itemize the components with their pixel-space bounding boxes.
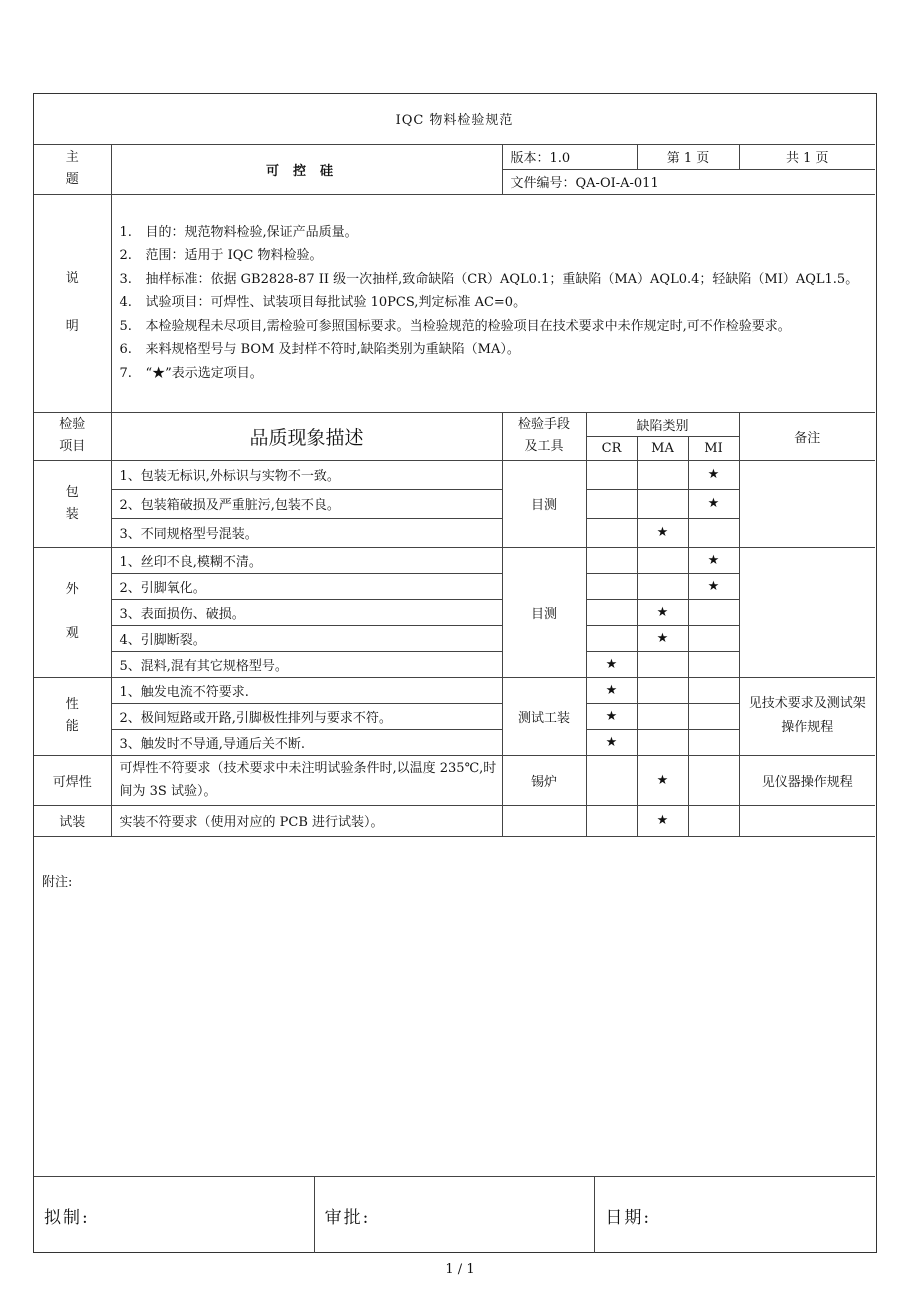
col-mi-header: MI xyxy=(688,436,739,460)
cr-cell xyxy=(586,625,637,651)
note-item: 5. 本检验规程未尽项目,需检验可参照国标要求。当检验规范的检验项目在技术要求中未作规定时,可不作检验要求。 xyxy=(119,318,791,334)
page-footer: 1 / 1 xyxy=(445,1262,475,1277)
notes-label-top: 说 xyxy=(65,271,79,286)
table-row-desc: 2、极间短路或开路,引脚极性排列与要求不符。 xyxy=(111,703,502,729)
note-item: 3. 抽样标准：依据 GB2828-87 II 级一次抽样,致命缺陷（CR）AQL0.1；重缺陷（MA）AQL0.4；轻缺陷（MI）AQL1.5。 xyxy=(119,271,859,287)
ma-cell xyxy=(637,651,688,677)
table-row-desc: 实装不符要求（使用对应的 PCB 进行试装）。 xyxy=(111,805,502,836)
col-defect-header: 缺陷类别 xyxy=(586,412,739,436)
table-row-desc: 2、引脚氧化。 xyxy=(111,573,502,599)
mi-cell xyxy=(688,518,739,547)
ma-cell: ★ xyxy=(637,755,688,805)
subject-name: 可控硅 xyxy=(111,144,502,194)
note-item: 1. 目的：规范物料检验,保证产品质量。 xyxy=(119,224,358,240)
col-cr-header: CR xyxy=(586,436,637,460)
mi-cell xyxy=(688,677,739,703)
group-appearance-label xyxy=(34,547,111,677)
col-tool-header: 检验手段 及工具 xyxy=(502,412,586,460)
file-number: 文件编号：QA-OI-A-011 xyxy=(502,169,875,194)
cr-cell xyxy=(586,805,637,836)
signature-row xyxy=(34,1176,875,1253)
attachment-label: 附注: xyxy=(42,875,73,890)
notes-label xyxy=(34,194,111,412)
group-performance-label: 性 能 xyxy=(34,677,111,755)
cr-cell: ★ xyxy=(586,729,637,755)
group-trial-label: 试装 xyxy=(34,805,111,836)
cr-cell xyxy=(586,489,637,518)
table-row-desc: 1、包装无标识,外标识与实物不一致。 xyxy=(111,460,502,489)
cr-cell xyxy=(586,518,637,547)
mi-cell xyxy=(688,703,739,729)
appearance-label-top: 外 xyxy=(65,582,79,597)
attachment-notes xyxy=(34,839,875,1176)
notes-label-bottom: 明 xyxy=(65,319,79,334)
ma-cell xyxy=(637,677,688,703)
notes-section xyxy=(111,194,875,412)
table-row-desc: 5、混料,混有其它规格型号。 xyxy=(111,651,502,677)
ma-cell xyxy=(637,573,688,599)
table-row-desc: 4、引脚断裂。 xyxy=(111,625,502,651)
col-remark-header: 备注 xyxy=(739,412,875,460)
cr-cell xyxy=(586,599,637,625)
ma-cell: ★ xyxy=(637,518,688,547)
appearance-label-bottom: 观 xyxy=(65,626,79,641)
group-solderability-tool: 锡炉 xyxy=(502,755,586,805)
ma-cell xyxy=(637,703,688,729)
ma-cell xyxy=(637,489,688,518)
cr-cell xyxy=(586,573,637,599)
table-row-desc: 1、触发电流不符要求. xyxy=(111,677,502,703)
table-row-desc: 3、表面损伤、破损。 xyxy=(111,599,502,625)
note-item: 2. 范围：适用于 IQC 物料检验。 xyxy=(119,248,323,264)
table-row-desc: 3、触发时不导通,导通后关不断. xyxy=(111,729,502,755)
cr-cell xyxy=(586,755,637,805)
mi-cell: ★ xyxy=(688,460,739,489)
cr-cell: ★ xyxy=(586,703,637,729)
subject-label: 主 题 xyxy=(34,144,111,194)
mi-cell xyxy=(688,651,739,677)
note-item: 4. 试验项目：可焊性、试装项目每批试验 10PCS,判定标准 AC=0。 xyxy=(119,295,527,311)
table-row-desc: 1、丝印不良,模糊不清。 xyxy=(111,547,502,573)
page-title: IQC 物料检验规范 xyxy=(34,94,875,144)
approved-by-field: 审批: xyxy=(315,1177,596,1253)
ma-cell xyxy=(637,729,688,755)
table-row-desc: 可焊性不符要求（技术要求中未注明试验条件时,以温度 235℃,时间为 3S 试验）。 xyxy=(111,755,502,805)
group-performance-remark: 见技术要求及测试架操作规程 xyxy=(739,677,875,755)
ma-cell xyxy=(637,460,688,489)
note-item: 6. 来料规格型号与 BOM 及封样不符时,缺陷类别为重缺陷（MA）。 xyxy=(119,342,520,358)
cr-cell: ★ xyxy=(586,651,637,677)
spec-table xyxy=(34,94,875,837)
group-trial-remark xyxy=(739,805,875,836)
version: 版本：1.0 xyxy=(502,144,637,169)
group-solderability-label: 可焊性 xyxy=(34,755,111,805)
col-item-header: 检验 项目 xyxy=(34,412,111,460)
col-desc-header: 品质现象描述 xyxy=(111,412,502,460)
mi-cell xyxy=(688,755,739,805)
group-packaging-tool: 目测 xyxy=(502,460,586,547)
cr-cell: ★ xyxy=(586,677,637,703)
drafted-by-field: 拟制: xyxy=(34,1177,315,1253)
mi-cell: ★ xyxy=(688,573,739,599)
mi-cell xyxy=(688,599,739,625)
table-row-desc: 3、不同规格型号混装。 xyxy=(111,518,502,547)
cr-cell xyxy=(586,460,637,489)
group-appearance-remark xyxy=(739,547,875,677)
date-field: 日期: xyxy=(605,1207,652,1228)
total-pages: 共 1 页 xyxy=(739,144,875,169)
note-item: 7. “★”表示选定项目。 xyxy=(119,365,263,381)
mi-cell xyxy=(688,729,739,755)
col-ma-header: MA xyxy=(637,436,688,460)
ma-cell: ★ xyxy=(637,599,688,625)
ma-cell: ★ xyxy=(637,805,688,836)
ma-cell: ★ xyxy=(637,625,688,651)
ma-cell xyxy=(637,547,688,573)
mi-cell xyxy=(688,805,739,836)
table-row-desc: 2、包装箱破损及严重脏污,包装不良。 xyxy=(111,489,502,518)
group-solderability-remark: 见仪器操作规程 xyxy=(739,755,875,805)
mi-cell: ★ xyxy=(688,489,739,518)
group-packaging-remark xyxy=(739,460,875,547)
mi-cell xyxy=(688,625,739,651)
group-trial-tool xyxy=(502,805,586,836)
group-appearance-tool: 目测 xyxy=(502,547,586,677)
group-packaging-label: 包 装 xyxy=(34,460,111,547)
page-number: 第 1 页 xyxy=(637,144,739,169)
inspection-sheet xyxy=(33,93,877,1253)
group-performance-tool: 测试工装 xyxy=(502,677,586,755)
cr-cell xyxy=(586,547,637,573)
mi-cell: ★ xyxy=(688,547,739,573)
